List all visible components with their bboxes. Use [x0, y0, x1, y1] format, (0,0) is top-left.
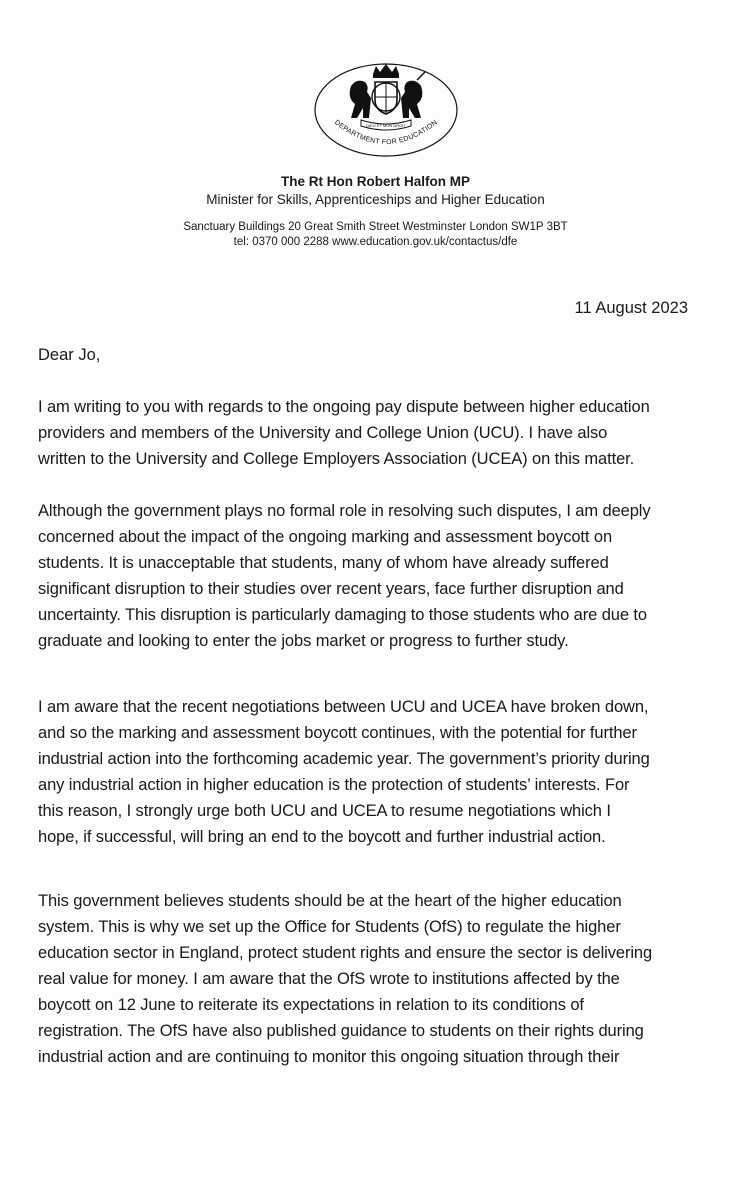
paragraph-line: written to the University and College Employers Association (UCEA) on this matter.	[38, 450, 635, 468]
paragraph-4	[38, 888, 718, 1070]
paragraph-line: registration. The OfS have also published guidance to students on their rights during	[38, 1022, 644, 1040]
department-contact: tel: 0370 000 2288 www.education.gov.uk/contactus/dfe	[233, 236, 518, 248]
paragraph-line: hope, if successful, will bring an end to the boycott and further industrial action.	[38, 828, 606, 846]
svg-text:DEPARTMENT FOR EDUCATION: DEPARTMENT FOR EDUCATION	[332, 119, 440, 147]
paragraph-line: graduate and looking to enter the jobs market or progress to further study.	[38, 632, 569, 650]
paragraph-line: industrial action into the forthcoming academic year. The government’s priority during	[38, 750, 650, 768]
paragraph-line: concerned about the impact of the ongoing marking and assessment boycott on	[38, 528, 613, 546]
svg-text:DIEU ET MON DROIT: DIEU ET MON DROIT	[366, 123, 406, 128]
paragraph-line: uncertainty. This disruption is particularly damaging to those students who are due to	[38, 606, 647, 624]
paragraph-line: significant disruption to their studies over recent years, face further disruption and	[38, 580, 624, 598]
paragraph-line: Although the government plays no formal role in resolving such disputes, I am deeply	[38, 502, 651, 520]
paragraph-line: I am aware that the recent negotiations between UCU and UCEA have broken down,	[38, 698, 649, 716]
paragraph-line: boycott on 12 June to reiterate its expectations in relation to its conditions of	[38, 996, 584, 1014]
paragraph-line: this reason, I strongly urge both UCU and UCEA to resume negotiations which I	[38, 802, 611, 820]
paragraph-line: system. This is why we set up the Office for Students (OfS) to regulate the higher	[38, 918, 621, 936]
paragraph-3	[38, 694, 718, 850]
paragraph-line: This government believes students should be at the heart of the higher education	[38, 892, 622, 910]
salutation: Dear Jo,	[38, 346, 101, 364]
paragraph-2	[38, 498, 718, 654]
paragraph-line: I am writing to you with regards to the ongoing pay dispute between higher education	[38, 398, 650, 416]
dfe-crest-logo	[313, 60, 459, 160]
paragraph-1	[38, 394, 718, 472]
paragraph-line: any industrial action in higher education is the protection of students’ interests. For	[38, 776, 630, 794]
paragraph-line: providers and members of the University and College Union (UCU). I have also	[38, 424, 608, 442]
department-address: Sanctuary Buildings 20 Great Smith Street Westminster London SW1P 3BT	[183, 221, 568, 233]
paragraph-line: education sector in England, protect student rights and ensure the sector is delivering	[38, 944, 653, 962]
paragraph-line: real value for money. I am aware that the OfS wrote to institutions affected by the	[38, 970, 620, 988]
minister-role: Minister for Skills, Apprenticeships and Higher Education	[206, 192, 545, 207]
paragraph-line: students. It is unacceptable that students, many of whom have already suffered	[38, 554, 609, 572]
letter-date: 11 August 2023	[574, 299, 688, 317]
paragraph-line: and so the marking and assessment boycott continues, with the potential for further	[38, 724, 637, 742]
paragraph-line: industrial action and are continuing to monitor this ongoing situation through their	[38, 1048, 620, 1066]
minister-name: The Rt Hon Robert Halfon MP	[281, 174, 470, 189]
